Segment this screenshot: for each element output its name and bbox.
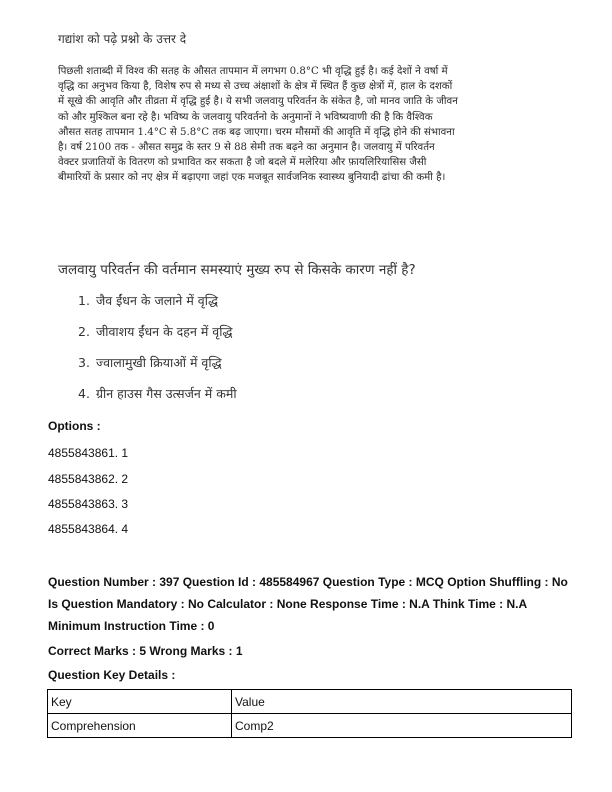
option-item: 4855843863. 3 <box>48 497 129 511</box>
header-key: Key <box>48 690 232 714</box>
choice-1 <box>78 292 218 309</box>
table-row <box>48 714 572 738</box>
choice-text: ज्वालामुखी क्रियाओं में वृद्धि <box>95 355 222 370</box>
key-details-label: Question Key Details : <box>48 668 176 682</box>
question-metadata: Question Number : 397 Question Id : 485584967 Question Type : MCQ Option Shuffling : No Is Question Mandatory : No Calculator : None Response Time : N.A Think Time : N.A Minimum Instruction Time : 0 <box>48 575 568 633</box>
passage-heading: गद्यांश को पढ़े प्रश्नो के उत्तर दे <box>58 32 187 46</box>
option-item: 4855843861. 1 <box>48 446 129 460</box>
choice-text: ग्रीन हाउस गैस उत्सर्जन में कमी <box>95 386 237 401</box>
choice-number: 4. <box>78 386 90 401</box>
table-header-row <box>48 690 572 714</box>
option-item: 4855843862. 2 <box>48 472 129 486</box>
choice-number: 1. <box>78 293 90 308</box>
row-value: Comp2 <box>232 714 572 738</box>
passage-text: पिछली शताब्दी में विश्व की सतह के औसत तापमान में लगभग 0.8°C भी वृद्धि हुई है। कई देशों ने वर्षा में वृद्धि का अनुभव किया है, विशेष रुप से मध्य से उच्च अंक्षाशों के क्षेत्र में स्थित हैं कुछ क्षेत्रों में, हाल के दशकों में सूखे की आवृति और तीव्रता में वृद्धि हुई है। ये सभी जलवायु परिवर्तन के संकेत है, जो मानव जाति के जीवन को और मुश्किल बना रहे है। भविष्य के जलवायु परिवर्तनो के अनुमानों ने भविष्यवाणी की है कि वैश्विक औसत सतह तापमान 1.4°C से 5.8°C तक बढ़ जाएगा। चरम मौसमों की आवृति में वृद्धि होने की संभावना है। वर्ष 2100 तक - औसत समुद्र के स्तर 9 से 88 सेमी तक बढ़ने का अनुमान है। जलवायु में परिवर्तन वेक्टर प्रजातियों के वितरण को प्रभावित कर सकता है जो बदले में मलेरिया और फ़ायलिरियासिस जैसी बीमारियों के प्रसार को नए क्षेत्र में बढ़ाएगा जहां एक मजबूत सार्वजनिक स्वास्थ्य बुनियादी ढांचा की कमी है। <box>58 66 458 184</box>
choice-number: 2. <box>78 324 90 339</box>
option-item: 4855843864. 4 <box>48 522 129 536</box>
choice-3 <box>78 354 222 371</box>
choice-number: 3. <box>78 355 90 370</box>
question-text: जलवायु परिवर्तन की वर्तमान समस्याएं मुख्य रुप से किसके कारण नहीं है? <box>58 262 416 278</box>
marks-info: Correct Marks : 5 Wrong Marks : 1 <box>48 644 243 658</box>
choice-2 <box>78 323 232 340</box>
header-value: Value <box>232 690 572 714</box>
choice-text: जैव ईंधन के जलाने में वृद्धि <box>95 293 218 308</box>
choice-text: जीवाशय ईंधन के दहन में वृद्धि <box>95 324 233 339</box>
row-key: Comprehension <box>48 714 232 738</box>
choice-4 <box>78 385 237 402</box>
key-value-table <box>47 689 572 738</box>
options-label: Options : <box>48 419 101 433</box>
